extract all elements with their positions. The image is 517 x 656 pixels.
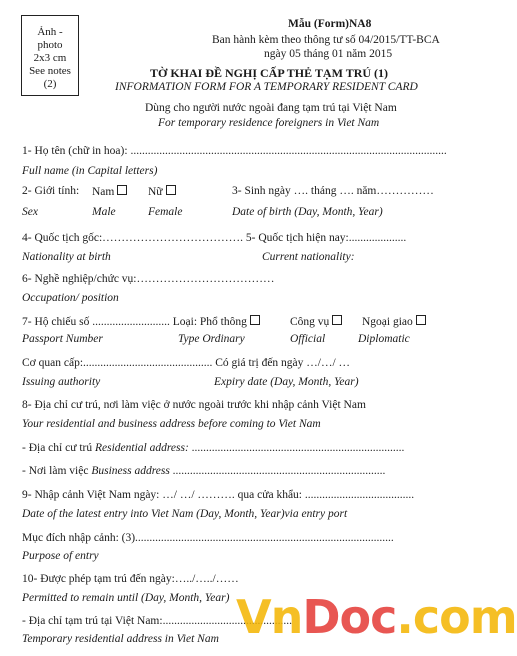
expiry-label-en: Expiry date (Day, Month, Year) bbox=[214, 376, 359, 388]
residential-address-label: - Địa chỉ cư trú bbox=[22, 442, 95, 454]
photo-box bbox=[21, 15, 79, 96]
business-address-label-en: Business address bbox=[91, 465, 170, 477]
business-address-label: - Nơi làm việc bbox=[22, 465, 92, 477]
permitted-until-field[interactable]: 10- Được phép tạm trú đến ngày:…../…../…… bbox=[22, 573, 239, 585]
diplomatic-label-en: Diplomatic bbox=[358, 333, 410, 345]
male-checkbox[interactable] bbox=[117, 185, 127, 195]
male-option[interactable] bbox=[92, 185, 127, 199]
issuer-label-en: Issuing authority bbox=[22, 376, 101, 388]
official-checkbox[interactable] bbox=[332, 315, 342, 325]
occupation-field[interactable]: 6- Nghề nghiệp/chức vụ:……………………………… bbox=[22, 273, 275, 285]
ordinary-checkbox[interactable] bbox=[250, 315, 260, 325]
purpose-label-en: Purpose of entry bbox=[22, 550, 99, 562]
purpose-field[interactable]: Mục đích nhập cảnh: (3).......................................................................................... bbox=[22, 532, 394, 544]
form-code: Mẫu (Form)NA8 bbox=[288, 18, 372, 30]
entry-date-port-field[interactable]: 9- Nhập cảnh Việt Nam ngày: …/ …/ ………. qua cửa khẩu: ...................................... bbox=[22, 489, 415, 501]
circular-date: ngày 05 tháng 01 năm 2015 bbox=[264, 48, 393, 60]
residential-address-field[interactable] bbox=[22, 442, 404, 455]
dob-label-en: Date of birth (Day, Month, Year) bbox=[232, 206, 383, 218]
diplomatic-checkbox[interactable] bbox=[416, 315, 426, 325]
business-address-input[interactable]: .......................................................................... bbox=[169, 465, 386, 477]
full-name-label: 1- Họ tên (chữ in hoa): bbox=[22, 145, 131, 157]
official-label: Công vụ bbox=[290, 316, 330, 328]
form-title-en: INFORMATION FORM FOR A TEMPORARY RESIDENT CARD bbox=[115, 81, 418, 93]
nationality-fields[interactable]: 4- Quốc tịch gốc:………………………………. 5- Quốc tịch hiện nay:.................... bbox=[22, 232, 407, 244]
form-subtitle: Dùng cho người nước ngoài đang tạm trú tại Việt Nam bbox=[145, 102, 397, 114]
full-name-field[interactable] bbox=[22, 145, 447, 158]
sex-label: 2- Giới tính: bbox=[22, 185, 80, 197]
female-option[interactable] bbox=[148, 185, 176, 199]
full-name-label-en: Full name (in Capital letters) bbox=[22, 165, 158, 177]
occupation-label-en: Occupation/ position bbox=[22, 292, 119, 304]
female-label-en: Female bbox=[148, 206, 183, 218]
female-checkbox[interactable] bbox=[166, 185, 176, 195]
watermark-part-a: Vn bbox=[236, 590, 303, 644]
address-abroad-heading-en: Your residential and business address before coming to Viet Nam bbox=[22, 418, 321, 430]
current-nationality-label-en: Current nationality: bbox=[262, 251, 355, 263]
official-option[interactable] bbox=[290, 315, 342, 329]
residential-address-input[interactable]: .......................................................................... bbox=[188, 442, 405, 454]
nationality-birth-label-en: Nationality at birth bbox=[22, 251, 111, 263]
male-label: Nam bbox=[92, 186, 115, 198]
passport-type-ordinary[interactable] bbox=[22, 315, 260, 329]
temp-address-field[interactable]: - Địa chỉ tạm trú tại Việt Nam:............................................. bbox=[22, 615, 292, 627]
photo-label-3: 2x3 cm bbox=[33, 52, 67, 64]
official-label-en: Official bbox=[290, 333, 326, 345]
diplomatic-option[interactable] bbox=[362, 315, 426, 329]
business-address-field[interactable] bbox=[22, 465, 385, 478]
diplomatic-label: Ngoại giao bbox=[362, 316, 413, 328]
watermark-part-c: .com bbox=[396, 590, 517, 644]
address-abroad-heading: 8- Địa chỉ cư trú, nơi làm việc ở nước ngoài trước khi nhập cảnh Việt Nam bbox=[22, 399, 366, 411]
ordinary-label-en: Type Ordinary bbox=[178, 333, 245, 345]
female-label: Nữ bbox=[148, 186, 163, 198]
watermark-part-b: Doc bbox=[302, 590, 397, 644]
form-subtitle-en: For temporary residence foreigners in Viet Nam bbox=[158, 117, 380, 129]
photo-label-1: Ảnh - bbox=[37, 26, 63, 38]
permitted-until-label-en: Permitted to remain until (Day, Month, Year) bbox=[22, 592, 230, 604]
issuer-expiry-fields[interactable]: Cơ quan cấp:............................................. Có giá trị đến ngày …/…/ … bbox=[22, 357, 351, 369]
full-name-input[interactable]: .............................................................................................................. bbox=[130, 145, 447, 157]
residential-address-label-en: Residential address: bbox=[94, 442, 189, 454]
entry-date-port-label-en: Date of the latest entry into Viet Nam (Day, Month, Year)via entry port bbox=[22, 508, 348, 520]
passport-number-label-en: Passport Number bbox=[22, 333, 103, 345]
vndoc-watermark bbox=[236, 592, 517, 642]
passport-number-field[interactable]: 7- Hộ chiếu số ........................... Loại: Phổ thông bbox=[22, 316, 247, 328]
photo-label-4: See notes bbox=[29, 65, 71, 77]
temp-address-label-en: Temporary residential address in Viet Nam bbox=[22, 633, 219, 645]
form-title: TỜ KHAI ĐỀ NGHỊ CẤP THẺ TẠM TRÚ (1) bbox=[150, 66, 389, 80]
photo-label-5: (2) bbox=[43, 78, 57, 90]
photo-label-2: photo bbox=[37, 39, 63, 51]
sex-label-en: Sex bbox=[22, 206, 38, 218]
circular-ref: Ban hành kèm theo thông tư số 04/2015/TT-BCA bbox=[212, 34, 440, 46]
dob-field[interactable]: 3- Sinh ngày …. tháng …. năm…………… bbox=[232, 185, 434, 197]
male-label-en: Male bbox=[92, 206, 116, 218]
